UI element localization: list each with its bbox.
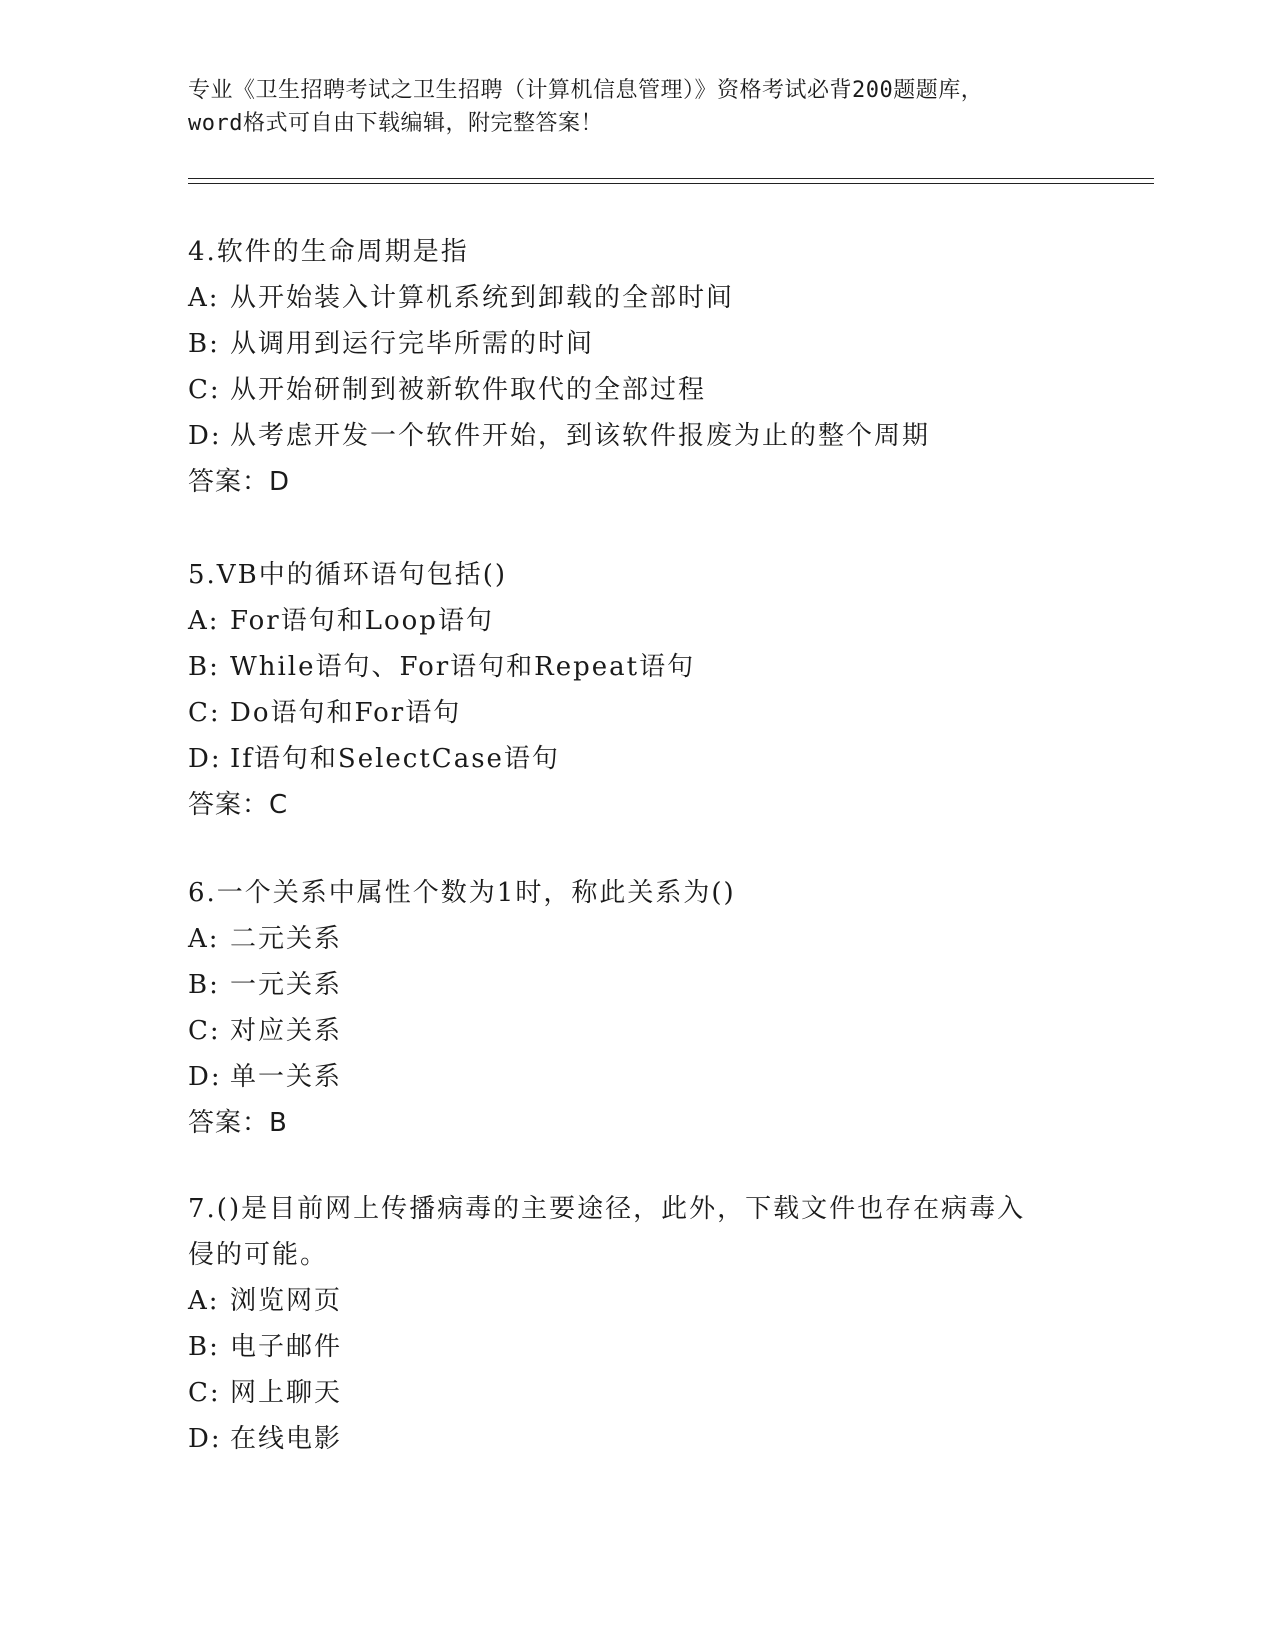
option-a <box>188 598 1068 644</box>
option-letter: C: <box>188 375 221 405</box>
option-letter: C: <box>188 1378 221 1408</box>
option-b <box>188 962 1068 1008</box>
option-letter: A: <box>188 606 220 636</box>
header-divider-bottom <box>188 183 1154 184</box>
option-a <box>188 275 1068 321</box>
option-letter: A: <box>188 283 220 313</box>
question-4 <box>188 229 1068 505</box>
option-letter: B: <box>188 1332 220 1362</box>
option-text: 二元关系 <box>230 924 343 954</box>
question-5 <box>188 552 1068 828</box>
option-d <box>188 413 1068 459</box>
option-letter: B: <box>188 652 220 682</box>
option-letter: A: <box>188 1286 220 1316</box>
option-text: 从开始研制到被新软件取代的全部过程 <box>230 375 707 405</box>
option-d <box>188 736 1068 782</box>
answer-label: 答案：B <box>188 1108 288 1138</box>
option-c <box>188 690 1068 736</box>
option-letter: D: <box>188 1424 222 1454</box>
answer-label: 答案：D <box>188 467 291 497</box>
option-letter: B: <box>188 329 220 359</box>
option-a <box>188 916 1068 962</box>
option-text: 从开始装入计算机系统到卸载的全部时间 <box>230 283 735 313</box>
option-c <box>188 1370 1068 1416</box>
option-letter: C: <box>188 1016 221 1046</box>
option-letter: C: <box>188 698 221 728</box>
option-b <box>188 321 1068 367</box>
option-text: 一元关系 <box>230 970 343 1000</box>
option-letter: D: <box>188 744 222 774</box>
option-text: 从调用到运行完毕所需的时间 <box>230 329 595 359</box>
option-letter: B: <box>188 970 220 1000</box>
question-6 <box>188 870 1068 1146</box>
option-text: 浏览网页 <box>230 1286 343 1316</box>
option-c <box>188 367 1068 413</box>
option-b <box>188 644 1068 690</box>
option-text: 从考虑开发一个软件开始，到该软件报废为止的整个周期 <box>230 421 931 451</box>
option-text: 对应关系 <box>230 1016 343 1046</box>
question-stem-line-2: 侵的可能。 <box>188 1240 329 1270</box>
option-d <box>188 1416 1068 1462</box>
option-text: 电子邮件 <box>230 1332 343 1362</box>
option-text: 网上聊天 <box>230 1378 343 1408</box>
question-stem-line-1: 7.()是目前网上传播病毒的主要途径，此外，下载文件也存在病毒入 <box>188 1194 1026 1224</box>
option-c <box>188 1008 1068 1054</box>
answer-label: 答案：C <box>188 790 289 820</box>
option-d <box>188 1054 1068 1100</box>
option-letter: D: <box>188 1062 222 1092</box>
option-b <box>188 1324 1068 1370</box>
option-text: 单一关系 <box>230 1062 343 1092</box>
question-stem: 4.软件的生命周期是指 <box>188 237 469 267</box>
option-text: 在线电影 <box>230 1424 343 1454</box>
header-divider-top <box>188 178 1154 179</box>
header-title-line-2: word格式可自由下载编辑，附完整答案！ <box>188 111 603 136</box>
question-7 <box>188 1186 1068 1462</box>
option-text: While语句、For语句和Repeat语句 <box>230 652 696 682</box>
header-title-line-1: 专业《卫生招聘考试之卫生招聘（计算机信息管理）》资格考试必背200题题库， <box>188 78 984 103</box>
question-stem: 5.VB中的循环语句包括() <box>188 560 507 590</box>
option-letter: D: <box>188 421 222 451</box>
question-stem: 6.一个关系中属性个数为1时，称此关系为() <box>188 878 736 908</box>
option-letter: A: <box>188 924 220 954</box>
document-header <box>188 74 1088 140</box>
option-text: For语句和Loop语句 <box>230 606 494 636</box>
option-text: If语句和SelectCase语句 <box>230 744 560 774</box>
option-a <box>188 1278 1068 1324</box>
option-text: Do语句和For语句 <box>230 698 462 728</box>
